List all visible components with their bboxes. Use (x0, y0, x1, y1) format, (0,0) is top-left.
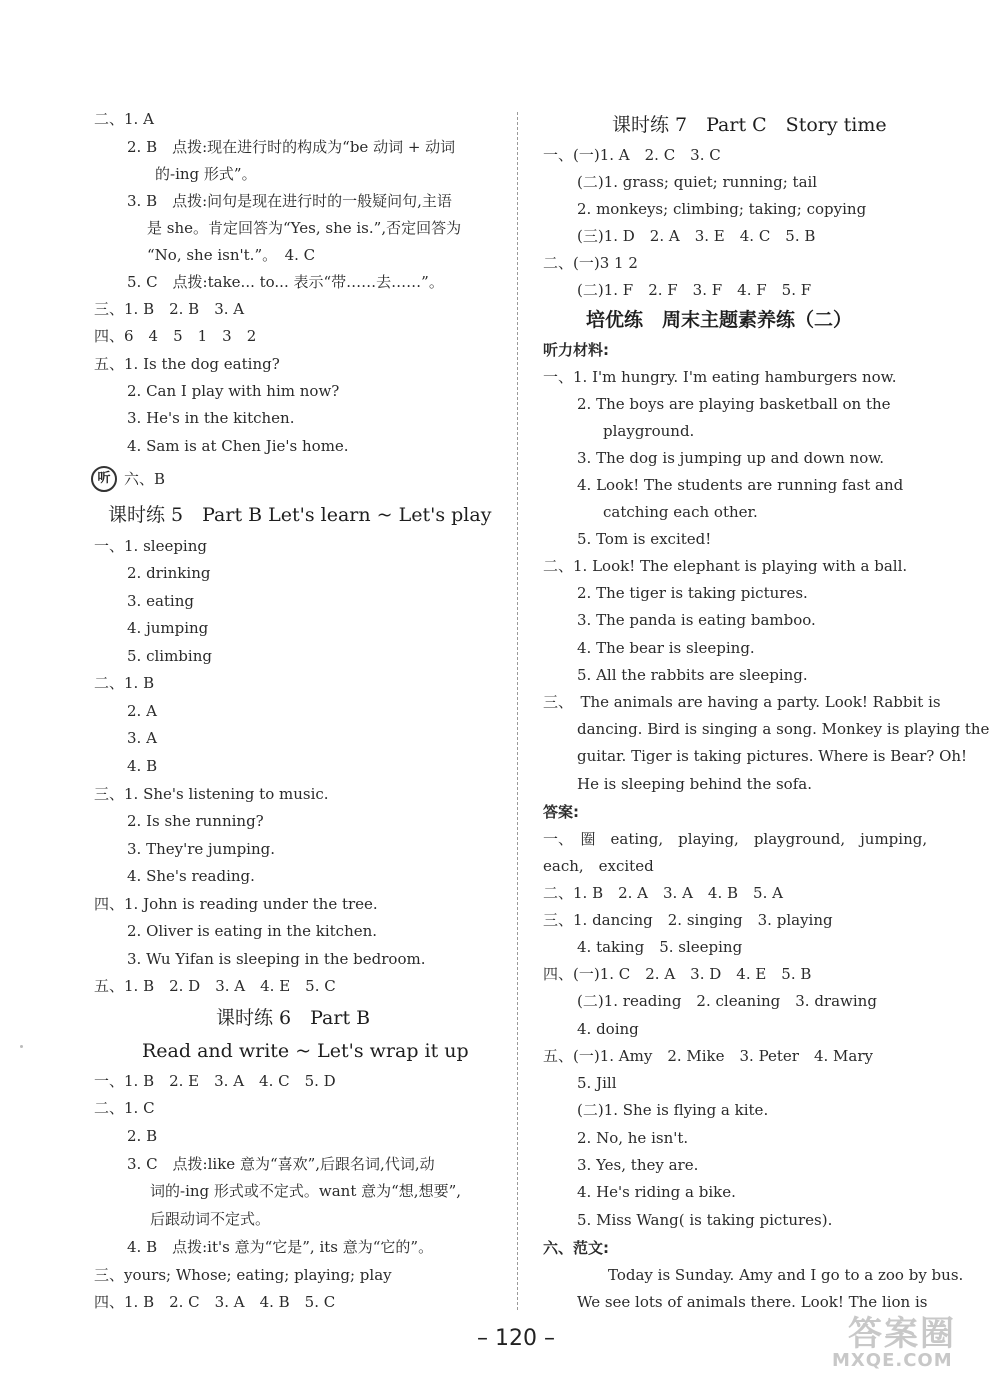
speck (20, 1045, 23, 1048)
line: 一、1. I'm hungry. I'm eating hamburgers now. (543, 368, 897, 386)
line: 3. He's in the kitchen. (127, 409, 295, 427)
line: He is sleeping behind the sofa. (577, 775, 812, 793)
line: 5. C 点拨:take... to... 表示“带……去……”。 (127, 273, 444, 291)
line: 2. Can I play with him now? (127, 382, 340, 400)
section-title: 课时练 6 Part B (216, 1007, 371, 1029)
line: (二)1. She is flying a kite. (577, 1101, 769, 1119)
line: 2. The boys are playing basketball on the (577, 395, 891, 413)
line: guitar. Tiger is taking pictures. Where is Bear? Oh! (577, 747, 968, 765)
line: 五、1. Is the dog eating? (94, 355, 280, 373)
line: 4. The bear is sleeping. (577, 639, 755, 657)
line: 3. The panda is eating bamboo. (577, 611, 816, 629)
line: 四、1. B 2. C 3. A 4. B 5. C (94, 1293, 336, 1311)
line: 2. The tiger is taking pictures. (577, 584, 808, 602)
line: 是 she。肯定回答为“Yes, she is.”,否定回答为 (147, 219, 462, 237)
line: 4. Look! The students are running fast and (577, 476, 904, 494)
line: 二、1. Look! The elephant is playing with a ball. (543, 557, 908, 575)
line: dancing. Bird is singing a song. Monkey is playing the (577, 720, 990, 738)
line: 2. No, he isn't. (577, 1129, 689, 1147)
line: 3. The dog is jumping up and down now. (577, 449, 885, 467)
line: 五、(一)1. Amy 2. Mike 3. Peter 4. Mary (543, 1047, 873, 1065)
line: 4. B (127, 757, 158, 775)
line: 二、(一)3 1 2 (543, 254, 638, 272)
line: 三、1. dancing 2. singing 3. playing (543, 911, 833, 929)
section-title: 课时练 7 Part C Story time (612, 114, 887, 136)
line: 2. Oliver is eating in the kitchen. (127, 922, 378, 940)
line: 二、1. B (94, 674, 155, 692)
section-title: 课时练 5 Part B Let's learn ~ Let's play (108, 504, 492, 526)
line: 2. drinking (127, 564, 211, 582)
section-title: 培优练 周末主题素养练（二） (586, 309, 853, 331)
line: 5. Jill (577, 1074, 617, 1092)
line: playground. (603, 422, 695, 440)
line: 2. B (127, 1127, 158, 1145)
line: 五、1. B 2. D 3. A 4. E 5. C (94, 977, 336, 995)
line: 5. Miss Wang( is taking pictures). (577, 1211, 833, 1229)
line: 二、1. A (94, 110, 154, 128)
line: (三)1. D 2. A 3. E 4. C 5. B (577, 227, 816, 245)
line: 二、1. B 2. A 3. A 4. B 5. A (543, 884, 783, 902)
line: 4. He's riding a bike. (577, 1183, 736, 1201)
line: 3. Yes, they are. (577, 1156, 699, 1174)
line: 四、1. John is reading under the tree. (94, 895, 378, 913)
line: 六、范文: (543, 1239, 609, 1257)
line: 四、(一)1. C 2. A 3. D 4. E 5. B (543, 965, 812, 983)
line: 三、yours; Whose; eating; playing; play (94, 1266, 392, 1284)
line: “No, she isn't.”。 4. C (147, 246, 316, 264)
line: 词的-ing 形式或不定式。want 意为“想,想要”, (150, 1182, 462, 1200)
line: 4. doing (577, 1020, 639, 1038)
watermark-url: MXQE.COM (832, 1350, 953, 1371)
line: (二)1. grass; quiet; running; tail (577, 173, 818, 191)
column-divider (517, 112, 518, 1310)
line: 2. A (127, 702, 157, 720)
watermark-logo (818, 1300, 988, 1380)
line: 三、1. B 2. B 3. A (94, 300, 245, 318)
line: catching each other. (603, 503, 758, 521)
page-number: – 120 – (477, 1326, 555, 1351)
line: 4. Sam is at Chen Jie's home. (127, 437, 349, 455)
line: 的-ing 形式”。 (155, 165, 257, 183)
line: 3. eating (127, 592, 194, 610)
line: 2. B 点拨:现在进行时的构成为“be 动词 + 动词 (127, 138, 456, 156)
line: 二、1. C (94, 1099, 155, 1117)
line: 2. Is she running? (127, 812, 264, 830)
line: (二)1. reading 2. cleaning 3. drawing (577, 992, 877, 1010)
line: 4. She's reading. (127, 867, 255, 885)
line: 2. monkeys; climbing; taking; copying (577, 200, 867, 218)
line: Today is Sunday. Amy and I go to a zoo by bus. (608, 1266, 964, 1284)
line: 六、B (124, 470, 166, 488)
line: 三、1. She's listening to music. (94, 785, 329, 803)
line: We see lots of animals there. Look! The lion is (577, 1293, 928, 1311)
line: 一、 圈 eating, playing, playground, jumping, (543, 830, 928, 848)
line: 4. B 点拨:it's 意为“它是”, its 意为“它的”。 (127, 1238, 434, 1256)
line: 3. B 点拨:问句是现在进行时的一般疑问句,主语 (127, 192, 452, 210)
line: (二)1. F 2. F 3. F 4. F 5. F (577, 281, 812, 299)
line: 5. All the rabbits are sleeping. (577, 666, 808, 684)
line: 三、 The animals are having a party. Look! Rabbit is (543, 693, 941, 711)
line: 3. C 点拨:like 意为“喜欢”,后跟名词,代词,动 (127, 1155, 435, 1173)
line: 一、(一)1. A 2. C 3. C (543, 146, 721, 164)
line: 后跟动词不定式。 (150, 1210, 271, 1228)
line: 听力材料: (543, 341, 609, 359)
section-subtitle: Read and write ~ Let's wrap it up (142, 1040, 469, 1062)
line: 3. They're jumping. (127, 840, 276, 858)
listening-icon: 听 (91, 466, 117, 492)
line: 5. climbing (127, 647, 212, 665)
line: each, excited (543, 857, 654, 875)
line: 答案: (543, 803, 579, 821)
line: 一、1. B 2. E 3. A 4. C 5. D (94, 1072, 336, 1090)
line: 四、6 4 5 1 3 2 (94, 327, 257, 345)
line: 5. Tom is excited! (577, 530, 712, 548)
line: 一、1. sleeping (94, 537, 207, 555)
line: 3. A (127, 729, 157, 747)
line: 4. jumping (127, 619, 209, 637)
line: 3. Wu Yifan is sleeping in the bedroom. (127, 950, 426, 968)
watermark-text: 答案圈 (848, 1314, 956, 1354)
line: 4. taking 5. sleeping (577, 938, 743, 956)
